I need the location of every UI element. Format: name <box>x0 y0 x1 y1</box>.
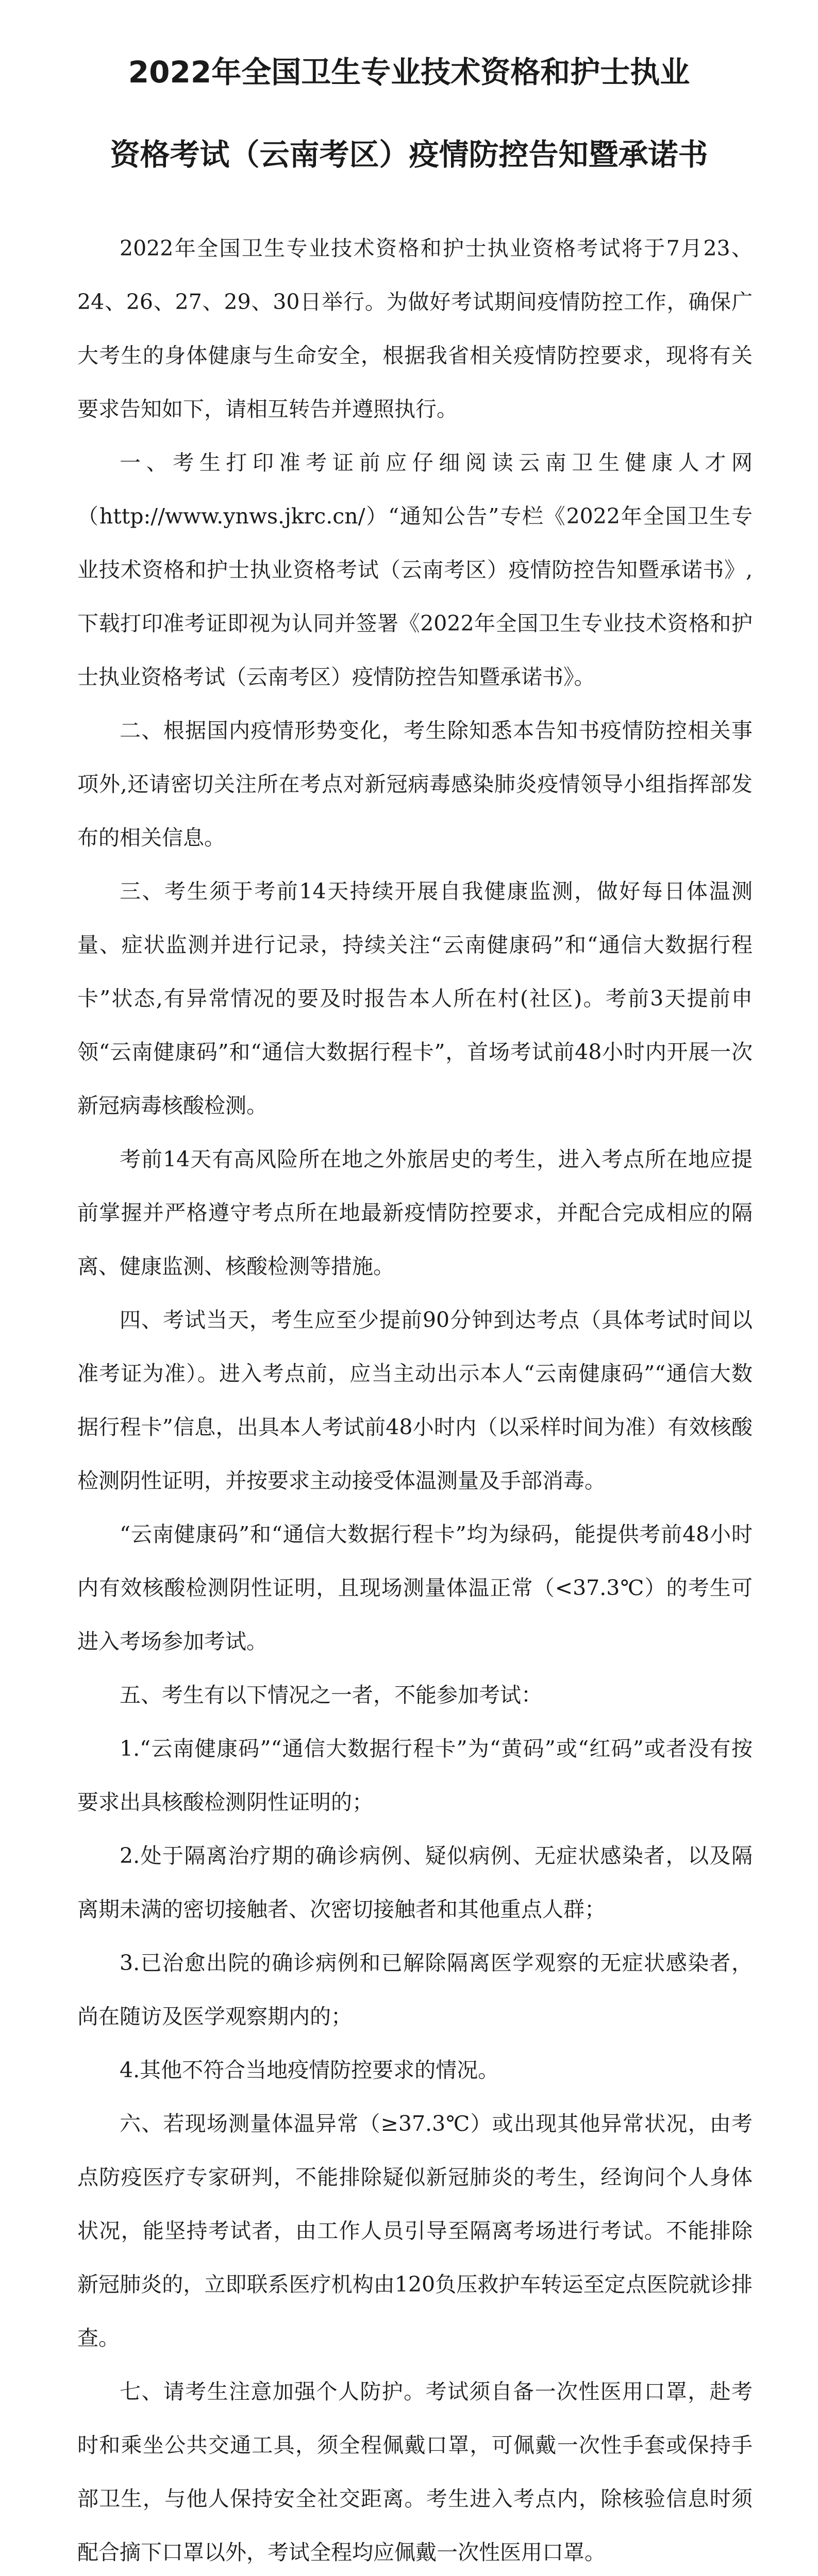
rule-5-paragraph: 五、考生有以下情况之一者，不能参加考试： <box>120 1683 542 1707</box>
rule-6-paragraph: 六、若现场测量体温异常（≥37.3℃）或出现其他异常状况，由考点防疫医疗专家研判，不能排除疑似新冠肺炎的考生，经询问个人身体状况，能坚持考试者，由工作人员引导至隔离考场进行考试。不能排除新冠肺炎的，立即联系医疗机构由120负压救护车转运至定点医院就诊排查。 <box>77 2111 753 2350</box>
rule-1-paragraph: 一、考生打印准考证前应仔细阅读云南卫生健康人才网（http://www.ynws.jkrc.cn/）“通知公告”专栏《2022年全国卫生专业技术资格和护士执业资格考试（云南考区）疫情防控告知暨承诺书》,下载打印准考证即视为认同并签署《2022年全国卫生专业技术资格和护士执业资格考试（云南考区）疫情防控告知暨承诺书》。 <box>77 450 753 689</box>
rule-7-paragraph: 七、请考生注意加强个人防护。考试须自备一次性医用口罩，赴考时和乘坐公共交通工具，须全程佩戴口罩，可佩戴一次性手套或保持手部卫生，与他人保持安全社交距离。考生进入考点内，除核验信息时须配合摘下口罩以外，考试全程均应佩戴一次性医用口罩。 <box>77 2379 753 2565</box>
rule-3-extra-paragraph: 考前14天有高风险所在地之外旅居史的考生，进入考点所在地应提前掌握并严格遵守考点所在地最新疫情防控要求，并配合完成相应的隔离、健康监测、核酸检测等措施。 <box>77 1147 753 1279</box>
rule-4-paragraph: 四、考试当天，考生应至少提前90分钟到达考点（具体考试时间以准考证为准）。进入考点前，应当主动出示本人“云南健康码”“通信大数据行程卡”信息，出具本人考试前48小时内（以采样时间为准）有效核酸检测阴性证明，并按要求主动接受体温测量及手部消毒。 <box>77 1308 753 1493</box>
rule-4-extra-paragraph: “云南健康码”和“通信大数据行程卡”均为绿码，能提供考前48小时内有效核酸检测阴性证明，且现场测量体温正常（<37.3℃）的考生可进入考场参加考试。 <box>77 1522 753 1654</box>
rule-5-item-1: 1.“云南健康码”“通信大数据行程卡”为“黄码”或“红码”或者没有按要求出具核酸检测阴性证明的； <box>77 1736 753 1815</box>
rule-2-paragraph: 二、根据国内疫情形势变化，考生除知悉本告知书疫情防控相关事项外,还请密切关注所在考点对新冠病毒感染肺炎疫情领导小组指挥部发布的相关信息。 <box>77 718 753 850</box>
page-title-line1: 2022年全国卫生专业技术资格和护士执业 <box>128 55 690 90</box>
intro-paragraph: 2022年全国卫生专业技术资格和护士执业资格考试将于7月23、24、26、27、29、30日举行。为做好考试期间疫情防控工作，确保广大考生的身体健康与生命安全，根据我省相关疫情防控要求，现将有关要求告知如下，请相互转告并遵照执行。 <box>77 236 753 421</box>
page-title-line2: 资格考试（云南考区）疫情防控告知暨承诺书 <box>110 137 708 172</box>
rule-3-paragraph: 三、考生须于考前14天持续开展自我健康监测，做好每日体温测量、症状监测并进行记录，持续关注“云南健康码”和“通信大数据行程卡”状态,有异常情况的要及时报告本人所在村(社区)。考前3天提前申领“云南健康码”和“通信大数据行程卡”，首场考试前48小时内开展一次新冠病毒核酸检测。 <box>77 879 753 1118</box>
rule-5-item-3: 3.已治愈出院的确诊病例和已解除隔离医学观察的无症状感染者，尚在随访及医学观察期内的； <box>77 1951 753 2029</box>
rule-5-item-2: 2.处于隔离治疗期的确诊病例、疑似病例、无症状感染者，以及隔离期未满的密切接触者、次密切接触者和其他重点人群； <box>77 1843 753 1922</box>
notice-body <box>77 222 753 2576</box>
rule-5-item-4: 4.其他不符合当地疫情防控要求的情况。 <box>120 2058 499 2082</box>
